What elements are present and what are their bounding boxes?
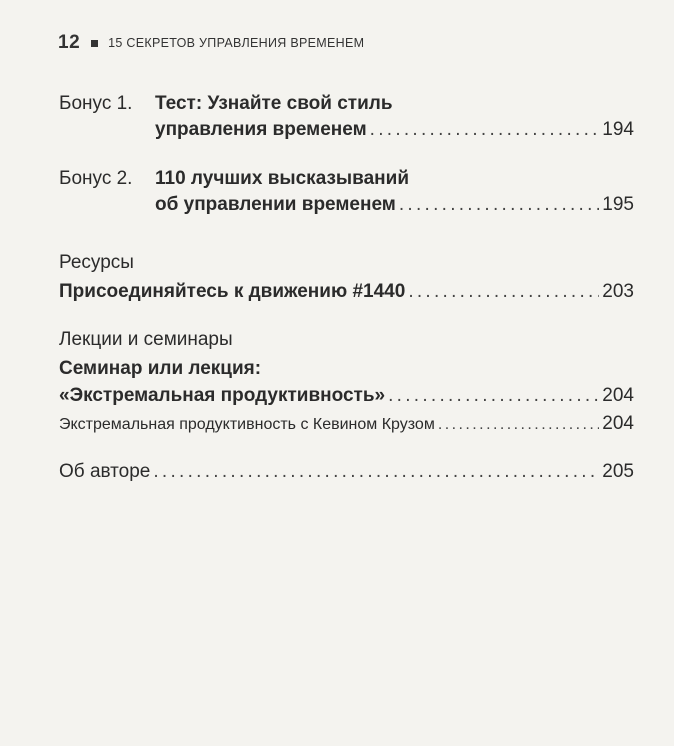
- dot-leader: [370, 118, 600, 142]
- dot-leader: [408, 280, 599, 304]
- dot-leader: [438, 413, 599, 437]
- book-title: 15 СЕКРЕТОВ УПРАВЛЕНИЯ ВРЕМЕНЕМ: [108, 36, 365, 50]
- toc-section-resources: [59, 251, 634, 304]
- toc-entry-lectures[interactable]: [59, 384, 634, 408]
- toc-entry-about[interactable]: [59, 460, 634, 484]
- bonus-1-title-line1: Тест: Узнайте свой стиль: [155, 93, 393, 114]
- resources-title: Присоединяйтесь к движению #1440: [59, 281, 406, 302]
- bonus-1-title-line2: управления временем: [155, 119, 367, 140]
- toc-entry-bonus-1[interactable]: [59, 92, 634, 142]
- bonus-2-page: 195: [602, 194, 634, 215]
- section-heading-resources: Ресурсы: [59, 252, 134, 273]
- dot-leader: [388, 384, 599, 408]
- bonus-2-title-line1: 110 лучших высказываний: [155, 168, 409, 189]
- dot-leader: [399, 193, 599, 217]
- lectures-page: 204: [602, 385, 634, 406]
- bonus-2-label: Бонус 2.: [59, 168, 133, 189]
- lectures-sub-page: 204: [602, 413, 634, 434]
- toc-section-lectures: [59, 328, 634, 437]
- about-title: Об авторе: [59, 461, 151, 482]
- lectures-title-line1: Семинар или лекция:: [59, 358, 262, 379]
- dot-leader: [153, 460, 599, 484]
- page-number: 12: [58, 32, 81, 53]
- toc-entry-lectures-sub[interactable]: [59, 412, 634, 437]
- toc-entry-bonus-2[interactable]: [59, 167, 634, 217]
- bonus-1-page: 194: [602, 119, 634, 140]
- running-header: [58, 32, 364, 54]
- lectures-title-line2: «Экстремальная продуктивность»: [59, 385, 386, 406]
- bonus-2-title-line2: об управлении временем: [155, 194, 396, 215]
- toc-entry-resources[interactable]: [59, 280, 634, 304]
- square-bullet-icon: [91, 40, 98, 47]
- about-page: 205: [602, 461, 634, 482]
- bonus-1-label: Бонус 1.: [59, 93, 133, 114]
- lectures-sub-title: Экстремальная продуктивность с Кевином Крузом: [59, 416, 435, 433]
- resources-page: 203: [602, 281, 634, 302]
- section-heading-lectures: Лекции и семинары: [59, 329, 233, 350]
